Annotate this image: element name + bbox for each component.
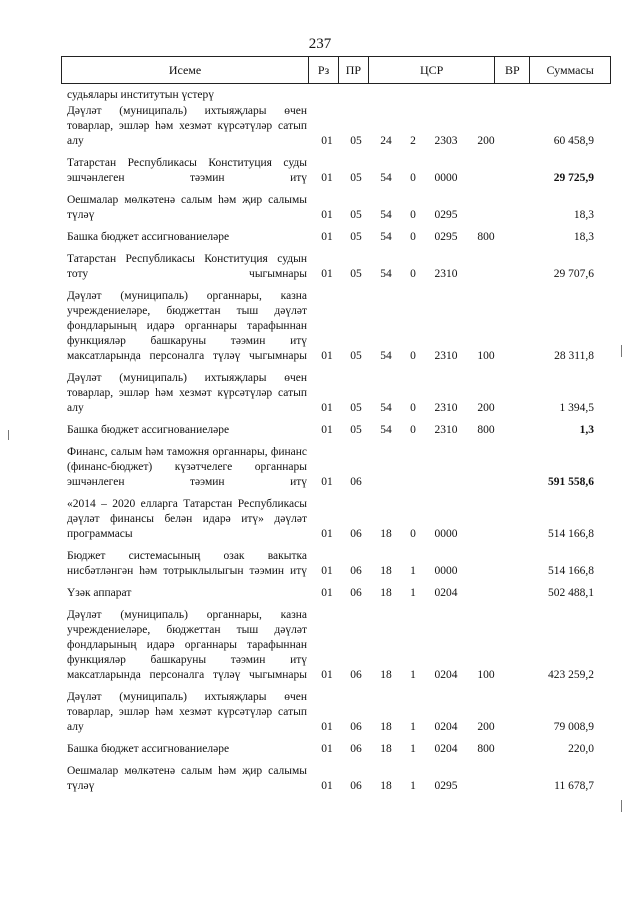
row-rz: 01 (321, 565, 333, 577)
page-number: 237 (308, 36, 332, 52)
margin-mark (8, 430, 9, 440)
row-csr-program: 18 (380, 565, 392, 577)
row-csr-program: 54 (380, 209, 392, 221)
row-codes (0, 230, 640, 245)
row-pr: 06 (350, 528, 362, 540)
header-name: Исеме (62, 57, 309, 83)
row-vr: 800 (477, 743, 495, 755)
table-row (0, 193, 640, 223)
row-csr-subprogram: 0 (410, 209, 416, 221)
row-codes (0, 208, 640, 223)
row-sum: 29 725,9 (553, 172, 594, 184)
row-csr-subprogram: 0 (410, 268, 416, 280)
row-csr-subprogram: 0 (410, 350, 416, 362)
table-row (0, 586, 640, 601)
row-csr-program: 54 (380, 268, 392, 280)
row-csr-direction: 0295 (434, 209, 458, 221)
row-csr-direction: 0000 (434, 172, 458, 184)
row-csr-program: 54 (380, 424, 392, 436)
row-codes (0, 423, 640, 438)
row-pr: 06 (350, 780, 362, 792)
row-csr-subprogram: 0 (410, 528, 416, 540)
row-rz: 01 (321, 476, 333, 488)
table-row (0, 371, 640, 416)
row-csr-program: 18 (380, 528, 392, 540)
row-name: Дәүләт (муниципаль) ихтыяҗлары өчен товарлар, эшләр һәм хезмәт күрсәтүләр сатып алу (67, 372, 307, 414)
row-codes (0, 564, 640, 579)
row-csr-program: 54 (380, 402, 392, 414)
row-rz: 01 (321, 209, 333, 221)
row-pr: 06 (350, 721, 362, 733)
row-rz: 01 (321, 350, 333, 362)
row-sum: 502 488,1 (548, 587, 594, 599)
row-pr: 05 (350, 172, 362, 184)
row-codes (0, 134, 640, 149)
row-csr-direction: 0295 (434, 231, 458, 243)
row-pr: 05 (350, 209, 362, 221)
row-csr-program: 18 (380, 721, 392, 733)
row-csr-direction: 0000 (434, 528, 458, 540)
table-row (0, 423, 640, 438)
row-vr: 200 (477, 721, 495, 733)
row-sum: 514 166,8 (548, 528, 594, 540)
row-rz: 01 (321, 268, 333, 280)
row-pr: 06 (350, 669, 362, 681)
row-csr-program: 54 (380, 350, 392, 362)
row-rz: 01 (321, 721, 333, 733)
row-pr: 05 (350, 268, 362, 280)
table-row (0, 549, 640, 579)
table-row (0, 764, 640, 794)
row-csr-direction: 2310 (434, 350, 458, 362)
row-csr-direction: 2310 (434, 424, 458, 436)
carry-over-text: судьялары институтын үстерү (67, 89, 215, 101)
row-csr-direction: 0204 (434, 743, 458, 755)
row-sum: 423 259,2 (548, 669, 594, 681)
row-csr-subprogram: 1 (410, 565, 416, 577)
row-csr-subprogram: 1 (410, 743, 416, 755)
header-rz: Рз (309, 57, 339, 83)
row-rz: 01 (321, 231, 333, 243)
row-vr: 100 (477, 350, 495, 362)
row-vr: 200 (477, 402, 495, 414)
table-row (0, 608, 640, 683)
row-pr: 06 (350, 743, 362, 755)
row-sum: 11 678,7 (554, 780, 594, 792)
row-vr: 200 (477, 135, 495, 147)
row-name: Оешмалар мөлкәтенә салым һәм җир салымы түләү (67, 194, 307, 221)
row-codes (0, 779, 640, 794)
row-pr: 05 (350, 135, 362, 147)
row-name: Дәүләт (муниципаль) ихтыяҗлары өчен товарлар, эшләр һәм хезмәт күрсәтүләр сатып алу (67, 105, 307, 147)
row-csr-subprogram: 0 (410, 231, 416, 243)
row-rz: 01 (321, 587, 333, 599)
row-rz: 01 (321, 743, 333, 755)
row-codes (0, 527, 640, 542)
row-sum: 1,3 (579, 424, 594, 436)
table-row (0, 690, 640, 735)
row-rz: 01 (321, 402, 333, 414)
row-rz: 01 (321, 424, 333, 436)
row-vr: 800 (477, 424, 495, 436)
row-csr-direction: 2303 (434, 135, 458, 147)
row-rz: 01 (321, 780, 333, 792)
table-row (0, 289, 640, 364)
row-codes (0, 401, 640, 416)
header-sum: Суммасы (546, 62, 594, 77)
row-sum: 18,3 (573, 209, 594, 221)
table-row (0, 742, 640, 757)
row-vr: 100 (477, 669, 495, 681)
row-name: Дәүләт (муниципаль) ихтыяҗлары өчен товарлар, эшләр һәм хезмәт күрсәтүләр сатып алу (67, 691, 307, 733)
row-csr-direction: 0204 (434, 721, 458, 733)
table-header (61, 56, 611, 84)
row-name: Башка бюджет ассигнованиеләре (67, 231, 230, 243)
row-name: Татарстан Республикасы Конституция суды эшчәнлеген тәэмин итү (67, 157, 307, 184)
row-sum: 60 458,9 (553, 135, 594, 147)
row-codes (0, 267, 640, 282)
row-name: «2014 – 2020 елларга Татарстан Республикасы дәүләт финансы белән идарә итү» дәүләт программасы (67, 498, 307, 540)
row-name: Финанс, салым һәм таможня органнары, финанс (финанс-бюджет) күзәтчелеге органнары эшчәнлеген тәэмин итү (67, 446, 307, 488)
row-csr-direction: 0000 (434, 565, 458, 577)
header-csr: ЦСР (369, 57, 496, 83)
row-codes (0, 668, 640, 683)
row-codes (0, 586, 640, 601)
row-csr-subprogram: 0 (410, 172, 416, 184)
header-vr: ВР (495, 57, 530, 83)
row-csr-program: 54 (380, 172, 392, 184)
table-row (0, 104, 640, 149)
row-csr-program: 18 (380, 669, 392, 681)
table-row (0, 252, 640, 282)
row-pr: 06 (350, 476, 362, 488)
row-sum: 28 311,8 (554, 350, 594, 362)
row-csr-program: 54 (380, 231, 392, 243)
row-sum: 18,3 (573, 231, 594, 243)
row-rz: 01 (321, 528, 333, 540)
row-pr: 05 (350, 402, 362, 414)
row-codes (0, 720, 640, 735)
row-csr-direction: 0204 (434, 669, 458, 681)
row-name: Башка бюджет ассигнованиеләре (67, 743, 230, 755)
row-csr-direction: 2310 (434, 402, 458, 414)
row-vr: 800 (477, 231, 495, 243)
row-csr-subprogram: 1 (410, 721, 416, 733)
row-codes (0, 475, 640, 490)
row-csr-direction: 0295 (434, 780, 458, 792)
row-csr-subprogram: 0 (410, 402, 416, 414)
row-sum: 591 558,6 (548, 476, 594, 488)
row-csr-program: 24 (380, 135, 392, 147)
row-csr-subprogram: 2 (410, 135, 416, 147)
row-codes (0, 742, 640, 757)
row-name: Башка бюджет ассигнованиеләре (67, 424, 230, 436)
row-pr: 06 (350, 587, 362, 599)
row-codes (0, 171, 640, 186)
row-name: Үзәк аппарат (67, 587, 132, 599)
row-csr-direction: 2310 (434, 268, 458, 280)
row-rz: 01 (321, 669, 333, 681)
row-name: Оешмалар мөлкәтенә салым һәм җир салымы түләү (67, 765, 307, 792)
row-pr: 05 (350, 350, 362, 362)
row-name: Дәүләт (муниципаль) органнары, казна учреждениеләре, бюджеттан тыш дәүләт фондларының идарә органнары тарафыннан функцияләр башкаруны тәэмин итү максатларында персоналга түләү чыгымнары (67, 609, 307, 681)
table-row (0, 230, 640, 245)
row-codes (0, 349, 640, 364)
row-csr-subprogram: 1 (410, 587, 416, 599)
row-sum: 1 394,5 (559, 402, 594, 414)
row-csr-program: 18 (380, 743, 392, 755)
row-pr: 05 (350, 424, 362, 436)
table-row (0, 445, 640, 490)
row-rz: 01 (321, 172, 333, 184)
budget-table-body (0, 104, 640, 801)
row-name: Бюджет системасының озак вакытка нисбәтләнгән һәм тотрыклылыгын тәэмин итү (67, 550, 307, 577)
row-csr-program: 18 (380, 780, 392, 792)
row-name: Дәүләт (муниципаль) органнары, казна учреждениеләре, бюджеттан тыш дәүләт фондларының идарә органнары тарафыннан функцияләр башкаруны тәэмин итү максатларында персоналга түләү чыгымнары (67, 290, 307, 362)
row-sum: 220,0 (568, 743, 594, 755)
row-pr: 06 (350, 565, 362, 577)
row-csr-subprogram: 1 (410, 669, 416, 681)
row-sum: 79 008,9 (553, 721, 594, 733)
row-csr-subprogram: 1 (410, 780, 416, 792)
margin-mark (621, 345, 622, 357)
header-pr: ПР (339, 57, 369, 83)
row-name: Татарстан Республикасы Конституция судын тоту чыгымнары (67, 253, 307, 280)
table-row (0, 497, 640, 542)
margin-mark (621, 800, 622, 812)
row-pr: 05 (350, 231, 362, 243)
row-csr-direction: 0204 (434, 587, 458, 599)
row-rz: 01 (321, 135, 333, 147)
table-row (0, 156, 640, 186)
row-sum: 29 707,6 (553, 268, 594, 280)
row-sum: 514 166,8 (548, 565, 594, 577)
row-csr-subprogram: 0 (410, 424, 416, 436)
row-csr-program: 18 (380, 587, 392, 599)
